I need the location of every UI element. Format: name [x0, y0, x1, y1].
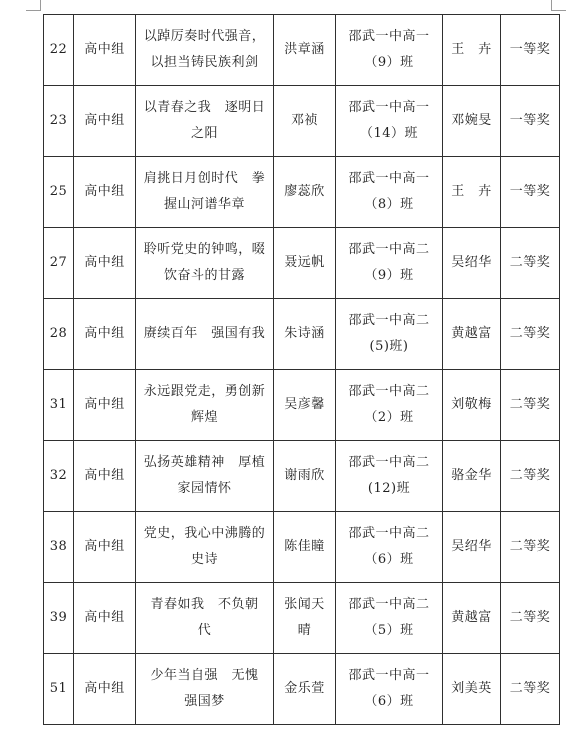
- entry-group: 高中组: [74, 299, 136, 370]
- school-class: [336, 157, 443, 228]
- table-row: [44, 654, 560, 725]
- teacher-name: 刘敬梅: [443, 370, 501, 441]
- school-class: [336, 441, 443, 512]
- school-class-line: 邵武一中高一: [348, 668, 430, 683]
- student-name: [274, 15, 336, 86]
- entry-group: 高中组: [74, 370, 136, 441]
- entry-title-line: 肩挑日月创时代 拳: [143, 171, 266, 186]
- entry-title-line: 聆听党史的钟鸣，啜: [143, 242, 266, 257]
- entry-title-line: 赓续百年 强国有我: [143, 326, 266, 341]
- entry-group: 高中组: [74, 228, 136, 299]
- school-class-line: （14）班: [359, 126, 419, 141]
- school-class-line: 邵武一中高一: [348, 29, 430, 44]
- school-class: [336, 512, 443, 583]
- entry-title: [136, 299, 274, 370]
- page-corner-mark-right: [551, 0, 566, 11]
- award-level: 一等奖: [501, 15, 560, 86]
- award-level: 二等奖: [501, 441, 560, 512]
- entry-number: 31: [44, 370, 74, 441]
- student-name-line: 张闻天: [284, 597, 325, 612]
- student-name: [274, 370, 336, 441]
- entry-title-line: 代: [197, 623, 212, 638]
- entry-number: 51: [44, 654, 74, 725]
- entry-title: [136, 370, 274, 441]
- entry-group: 高中组: [74, 512, 136, 583]
- award-level: 二等奖: [501, 370, 560, 441]
- student-name-line: 朱诗涵: [284, 326, 325, 341]
- teacher-name: 邓婉旻: [443, 86, 501, 157]
- award-level: 一等奖: [501, 157, 560, 228]
- entry-title-line: 辉煌: [190, 410, 218, 425]
- student-name-line: 聂远帆: [284, 255, 325, 270]
- table-row: [44, 441, 560, 512]
- school-class-line: (12)班: [367, 481, 411, 496]
- page-corner-mark-left: [26, 0, 41, 11]
- entry-number: 38: [44, 512, 74, 583]
- school-class: [336, 583, 443, 654]
- entry-title: [136, 654, 274, 725]
- school-class-line: （8）班: [364, 197, 414, 212]
- entry-title-line: 永远跟党走，勇创新: [143, 384, 266, 399]
- teacher-name: 吴绍华: [443, 512, 501, 583]
- entry-title-line: 少年当自强 无愧: [150, 668, 259, 683]
- entry-number: 28: [44, 299, 74, 370]
- school-class: [336, 299, 443, 370]
- entry-title-line: 史诗: [190, 552, 218, 567]
- entry-number: 27: [44, 228, 74, 299]
- entry-title: [136, 15, 274, 86]
- school-class: [336, 370, 443, 441]
- table-row: [44, 370, 560, 441]
- entry-title: [136, 441, 274, 512]
- student-name-line: 廖蕊欣: [284, 184, 325, 199]
- entry-title-line: 以踔厉奏时代强音，: [143, 29, 266, 44]
- award-table: [43, 14, 560, 725]
- entry-title-line: 青春如我 不负朝: [150, 597, 259, 612]
- entry-number: 39: [44, 583, 74, 654]
- entry-title: [136, 512, 274, 583]
- entry-number: 25: [44, 157, 74, 228]
- entry-group: 高中组: [74, 583, 136, 654]
- entry-title-line: 握山河谱华章: [163, 197, 245, 212]
- entry-group: 高中组: [74, 86, 136, 157]
- school-class-line: 邵武一中高二: [348, 526, 430, 541]
- school-class-line: 邵武一中高二: [348, 384, 430, 399]
- student-name-line: 晴: [297, 623, 312, 638]
- school-class-line: 邵武一中高一: [348, 100, 430, 115]
- table-row: [44, 299, 560, 370]
- teacher-name: 黄越富: [443, 583, 501, 654]
- entry-number: 32: [44, 441, 74, 512]
- school-class-line: （6）班: [364, 694, 414, 709]
- table-row: [44, 228, 560, 299]
- entry-title-line: 强国梦: [184, 694, 225, 709]
- award-table-body: [44, 15, 560, 725]
- table-row: [44, 512, 560, 583]
- student-name: [274, 228, 336, 299]
- student-name-line: 陈佳瞳: [284, 539, 325, 554]
- award-level: 二等奖: [501, 299, 560, 370]
- student-name-line: 金乐萱: [284, 681, 325, 696]
- entry-title: [136, 86, 274, 157]
- school-class-line: （9）班: [364, 268, 414, 283]
- student-name-line: 邓祯: [290, 113, 318, 128]
- student-name: [274, 441, 336, 512]
- award-level: 二等奖: [501, 512, 560, 583]
- entry-title-line: 弘扬英雄精神 厚植: [143, 455, 266, 470]
- award-level: 二等奖: [501, 654, 560, 725]
- table-row: [44, 583, 560, 654]
- school-class: [336, 15, 443, 86]
- school-class-line: 邵武一中高二: [348, 455, 430, 470]
- entry-title-line: 之阳: [190, 126, 218, 141]
- school-class-line: (5)班): [369, 339, 409, 354]
- student-name: [274, 583, 336, 654]
- entry-title: [136, 583, 274, 654]
- school-class-line: （5）班: [364, 623, 414, 638]
- school-class-line: （6）班: [364, 552, 414, 567]
- student-name: [274, 512, 336, 583]
- entry-title-line: 以青春之我 逐明日: [143, 100, 266, 115]
- entry-number: 23: [44, 86, 74, 157]
- school-class: [336, 654, 443, 725]
- school-class: [336, 86, 443, 157]
- school-class-line: （2）班: [364, 410, 414, 425]
- teacher-name: 王 卉: [443, 15, 501, 86]
- school-class-line: 邵武一中高二: [348, 242, 430, 257]
- school-class: [336, 228, 443, 299]
- teacher-name: 黄越富: [443, 299, 501, 370]
- entry-group: 高中组: [74, 654, 136, 725]
- school-class-line: 邵武一中高一: [348, 171, 430, 186]
- student-name: [274, 299, 336, 370]
- entry-title: [136, 228, 274, 299]
- teacher-name: 王 卉: [443, 157, 501, 228]
- entry-title-line: 家园情怀: [177, 481, 232, 496]
- award-level: 二等奖: [501, 228, 560, 299]
- student-name-line: 吴彦馨: [284, 397, 325, 412]
- student-name: [274, 654, 336, 725]
- entry-title-line: 以担当铸民族利剑: [150, 55, 259, 70]
- student-name-line: 洪章涵: [284, 42, 325, 57]
- school-class-line: 邵武一中高二: [348, 597, 430, 612]
- entry-title-line: 饮奋斗的甘露: [163, 268, 245, 283]
- entry-title-line: 党史，我心中沸腾的: [143, 526, 266, 541]
- award-level: 一等奖: [501, 86, 560, 157]
- table-row: [44, 15, 560, 86]
- teacher-name: 吴绍华: [443, 228, 501, 299]
- school-class-line: 邵武一中高二: [348, 313, 430, 328]
- table-row: [44, 86, 560, 157]
- entry-group: 高中组: [74, 157, 136, 228]
- teacher-name: 骆金华: [443, 441, 501, 512]
- student-name-line: 谢雨欣: [284, 468, 325, 483]
- entry-group: 高中组: [74, 441, 136, 512]
- teacher-name: 刘美英: [443, 654, 501, 725]
- entry-group: 高中组: [74, 15, 136, 86]
- school-class-line: （9）班: [364, 55, 414, 70]
- table-row: [44, 157, 560, 228]
- student-name: [274, 86, 336, 157]
- award-level: 二等奖: [501, 583, 560, 654]
- entry-title: [136, 157, 274, 228]
- student-name: [274, 157, 336, 228]
- entry-number: 22: [44, 15, 74, 86]
